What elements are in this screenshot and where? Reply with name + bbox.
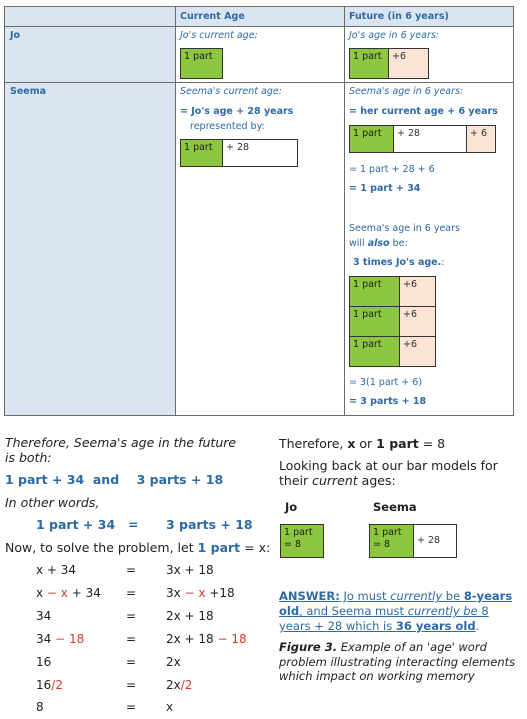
- jo-answer-bar: 1 part = 8: [280, 524, 324, 558]
- step-7-right: x: [166, 700, 174, 714]
- seema-represented-by: represented by:: [190, 121, 265, 132]
- step-3-equals: =: [126, 609, 137, 623]
- answer-text: ANSWER: Jo must currently be 8-years old, and Seema must currently be 8 years + 28 which is 36 years old.: [279, 589, 513, 633]
- step-4-equals: =: [126, 632, 137, 646]
- row-label-seema: Seema: [10, 86, 47, 97]
- looking-back-text: Looking back at our bar models for their current ages:: [279, 458, 498, 488]
- jo-future-caption: Jo's age in 6 years:: [349, 30, 439, 41]
- step-2-left: x − x + 34: [36, 586, 101, 600]
- step-7-equals: =: [126, 700, 137, 714]
- col-divider: [175, 7, 176, 415]
- step-4-left: 34 − 18: [36, 632, 85, 646]
- age-table: [4, 6, 514, 416]
- stack-bar-plus6-1: +6: [399, 276, 436, 307]
- step-6-left: 16/2: [36, 678, 63, 692]
- stack-bar-part-1: 1 part: [349, 276, 400, 307]
- seema-current-bar-plus28: + 28: [222, 139, 298, 167]
- jo-label: Jo: [285, 500, 298, 514]
- in-other-words: In other words,: [5, 495, 100, 510]
- also-line-b: will also be:: [349, 238, 408, 249]
- now-solve-text: Now, to solve the problem, let 1 part = x:: [5, 540, 271, 555]
- seema-answer-bar-part: 1 part = 8: [369, 524, 414, 558]
- step-3-right: 2x + 18: [166, 609, 214, 623]
- step-5-equals: =: [126, 655, 137, 669]
- equation-main-equals: =: [128, 517, 139, 532]
- stack-bar-part-3: 1 part: [349, 336, 400, 367]
- stack-bar-plus6-2: +6: [399, 306, 436, 337]
- stack-bar-plus6-3: +6: [399, 336, 436, 367]
- step-2-equals: =: [126, 586, 137, 600]
- header-current-age: Current Age: [180, 11, 245, 22]
- step-1-left: x + 34: [36, 563, 77, 577]
- row-divider: [5, 26, 513, 27]
- row-label-shade: [5, 7, 175, 415]
- seema-label: Seema: [373, 500, 417, 514]
- step-4-right: 2x + 18 − 18: [166, 632, 247, 646]
- step-1-right: 3x + 18: [166, 563, 214, 577]
- step-1-equals: =: [126, 563, 137, 577]
- seema-future-line3: = 3(1 part + 6): [349, 377, 423, 388]
- step-3-left: 34: [36, 609, 52, 623]
- step-5-left: 16: [36, 655, 52, 669]
- seema-answer-bar-plus28: + 28: [413, 524, 457, 558]
- times-jo-line: 3 times Jo's age.:: [353, 257, 445, 268]
- step-6-right: 2x/2: [166, 678, 193, 692]
- both-expressions: 1 part + 34 and 3 parts + 18: [5, 472, 224, 487]
- therefore-answer: Therefore, x or 1 part = 8: [279, 436, 446, 451]
- stack-bar-part-2: 1 part: [349, 306, 400, 337]
- jo-future-bar-plus6: +6: [388, 48, 429, 79]
- equation-main-right: 3 parts + 18: [166, 517, 253, 532]
- therefore-both-text: Therefore, Seema's age in the future is both:: [5, 435, 237, 465]
- seema-current-caption: Seema's current age:: [180, 86, 282, 97]
- seema-future-bar-plus6: + 6: [466, 125, 496, 153]
- seema-future-line2: = 1 part + 34: [349, 183, 421, 194]
- jo-future-bar-part: 1 part: [349, 48, 389, 79]
- seema-future-bar-plus28: + 28: [393, 125, 467, 153]
- seema-future-caption: Seema's age in 6 years:: [349, 86, 464, 97]
- step-5-right: 2x: [166, 655, 181, 669]
- header-future-age: Future (in 6 years): [349, 11, 449, 22]
- seema-future-line1: = 1 part + 28 + 6: [349, 164, 435, 175]
- row-label-jo: Jo: [10, 30, 21, 41]
- jo-current-bar: 1 part: [180, 48, 223, 79]
- jo-current-caption: Jo's current age:: [180, 30, 258, 41]
- figure-caption: Figure 3. Example of an 'age' word problem illustrating interacting elements which impact on working memory: [279, 640, 516, 683]
- seema-future-bar-part: 1 part: [349, 125, 394, 153]
- equation-main-left: 1 part + 34: [36, 517, 116, 532]
- step-7-left: 8: [36, 700, 44, 714]
- seema-future-line4: = 3 parts + 18: [349, 396, 427, 407]
- also-line-a: Seema's age in 6 years: [349, 223, 460, 234]
- step-6-equals: =: [126, 678, 137, 692]
- seema-future-equation: = her current age + 6 years: [349, 106, 498, 117]
- row-divider: [5, 82, 513, 83]
- seema-current-equation: = Jo's age + 28 years: [180, 106, 294, 117]
- seema-current-bar-part: 1 part: [180, 139, 223, 167]
- col-divider: [344, 7, 345, 415]
- step-2-right: 3x − x +18: [166, 586, 235, 600]
